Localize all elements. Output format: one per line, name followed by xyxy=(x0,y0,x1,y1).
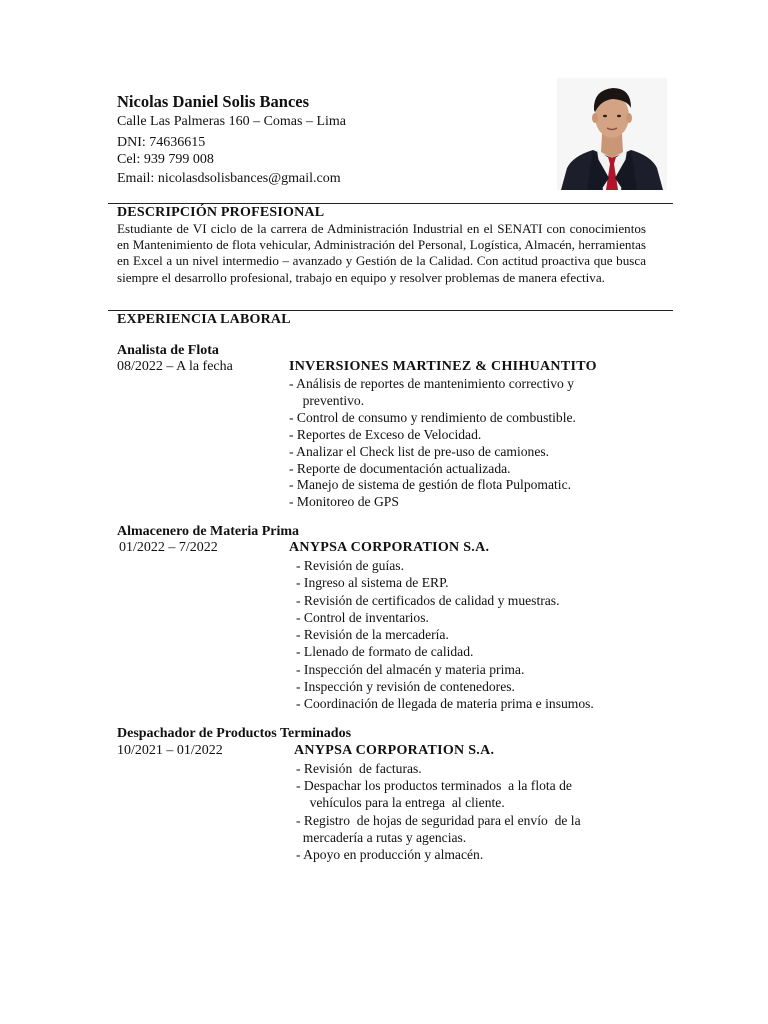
profile-description: Estudiante de VI ciclo de la carrera de Administración Industrial en el SENATI con conocimientos en Mantenimiento de flota vehicular, Administración del Personal, Logística, Almacén, herramientas en Excel a un nivel intermedio – avanzado y Gestión de la Calidad. Con actitud proactiva que busca siempre el desarrollo profesional, trabajo en equipo y resolver problemas de manera efectiva. xyxy=(117,221,646,285)
email: Email: nicolasdsolisbances@gmail.com xyxy=(117,171,341,186)
duty-item: - Apoyo en producción y almacén. xyxy=(296,847,484,863)
duty-item: - Ingreso al sistema de ERP. xyxy=(296,575,449,591)
section-title-experiencia: EXPERIENCIA LABORAL xyxy=(117,312,291,327)
job-title: Almacenero de Materia Prima xyxy=(117,524,300,539)
section-divider xyxy=(108,310,673,311)
duty-item: - Registro de hojas de seguridad para el envío de la xyxy=(296,812,581,828)
duty-item: - Coordinación de llegada de materia prima e insumos. xyxy=(296,696,594,712)
profile-photo xyxy=(557,78,667,190)
duty-item: - Análisis de reportes de mantenimiento correctivo y xyxy=(289,376,575,391)
duty-item: - Revisión de guías. xyxy=(296,558,404,573)
section-divider xyxy=(108,203,673,204)
duty-item: - Monitoreo de GPS xyxy=(289,494,399,510)
duty-item: - Revisión de la mercadería. xyxy=(296,627,449,643)
job-dates: 01/2022 – 7/2022 xyxy=(119,540,218,555)
duty-item: mercadería a rutas y agencias. xyxy=(296,829,467,845)
duty-item: - Control de inventarios. xyxy=(296,609,429,625)
job-title: Despachador de Productos Terminados xyxy=(117,726,352,741)
duty-item: - Inspección del almacén y materia prima. xyxy=(296,661,525,677)
dni: DNI: 74636615 xyxy=(117,135,206,150)
duty-item: - Reporte de documentación actualizada. xyxy=(289,460,511,476)
duty-item: - Analizar el Check list de pre-uso de camiones. xyxy=(289,443,550,459)
section-title-descripcion: DESCRIPCIÓN PROFESIONAL xyxy=(117,205,325,220)
duty-item: - Reportes de Exceso de Velocidad. xyxy=(289,426,482,442)
phone: Cel: 939 799 008 xyxy=(117,152,214,167)
duty-item: preventivo. xyxy=(289,392,365,408)
job-duties xyxy=(296,557,594,713)
duty-item: vehículos para la entrega al cliente. xyxy=(296,795,505,811)
duty-item: - Revisión de certificados de calidad y muestras. xyxy=(296,592,560,608)
job-company: ANYPSA CORPORATION S.A. xyxy=(289,540,490,555)
job-dates: 08/2022 – A la fecha xyxy=(117,359,233,374)
job-duties xyxy=(289,376,576,511)
duty-item: - Inspección y revisión de contenedores. xyxy=(296,679,515,695)
job-dates: 10/2021 – 01/2022 xyxy=(117,743,223,758)
candidate-name: Nicolas Daniel Solis Bances xyxy=(117,92,310,111)
job-company: ANYPSA CORPORATION S.A. xyxy=(294,743,495,758)
duty-item: - Control de consumo y rendimiento de combustible. xyxy=(289,409,576,425)
job-duties xyxy=(296,760,581,863)
duty-item: - Revisión de facturas. xyxy=(296,761,422,776)
person-portrait-icon xyxy=(557,78,667,190)
duty-item: - Despachar los productos terminados a la flota de xyxy=(296,778,572,794)
duty-item: - Manejo de sistema de gestión de flota Pulpomatic. xyxy=(289,477,572,493)
address: Calle Las Palmeras 160 – Comas – Lima xyxy=(117,114,347,129)
duty-item: - Llenado de formato de calidad. xyxy=(296,644,474,660)
job-title: Analista de Flota xyxy=(117,343,219,358)
job-company: INVERSIONES MARTINEZ & CHIHUANTITO xyxy=(289,359,597,374)
